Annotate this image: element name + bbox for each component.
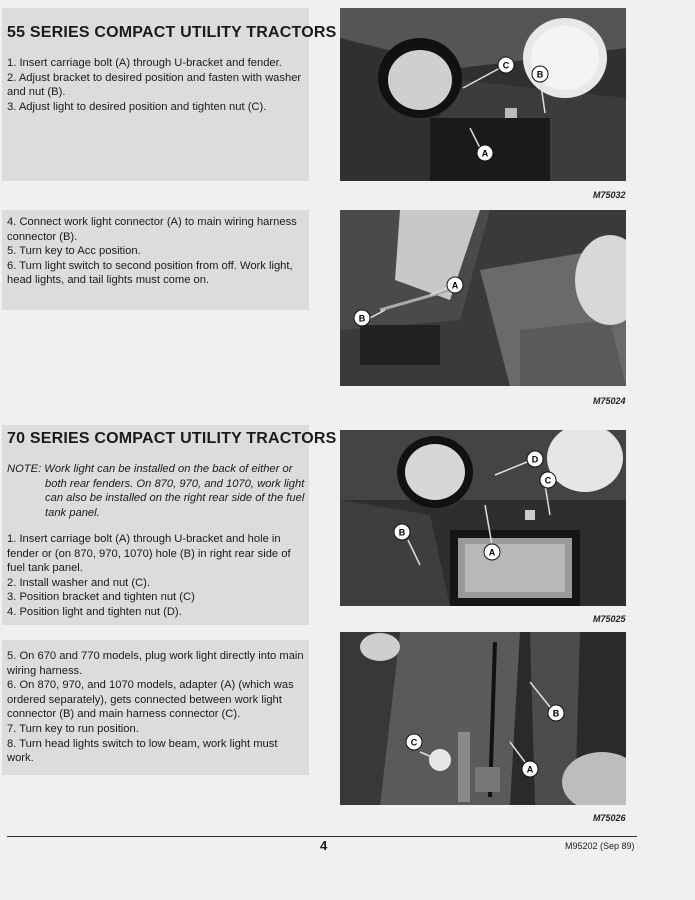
document-reference: M95202 (Sep 89) [565,841,635,851]
instruction-step: 1. Insert carriage bolt (A) through U-bracket and hole in fender or (on 870, 970, 1070) hole (B) in right rear side of fuel tank panel. [7,533,291,575]
section-heading-55-series: 55 SERIES COMPACT UTILITY TRACTORS [7,24,337,41]
note-body: both rear fenders. On 870, 970, and 1070, work light can also be installed on the right rear side of the fuel tank panel. [45,477,305,519]
instruction-step: 4. Connect work light connector (A) to main wiring harness connector (B). [7,216,297,243]
instruction-step: 8. Turn head lights switch to low beam, work light must work. [7,737,278,765]
figure-id: M75026 [593,813,626,823]
photo-wiring-70 [340,632,626,805]
page-number: 4 [320,838,328,853]
photo-illustration [340,210,626,386]
figure-id: M75024 [593,396,626,406]
instruction-step: 7. Turn key to run position. [7,722,139,735]
instruction-step: 2. Install washer and nut (C). [7,576,151,589]
photo-illustration [340,8,626,181]
photo-work-light-mount-70 [340,430,626,606]
photo-illustration [340,430,626,606]
callout-label: A [451,280,459,291]
instruction-list-55-a [7,56,305,114]
photo-illustration [340,632,626,805]
callout-label: A [526,764,534,775]
callout-label: C [502,60,510,71]
callout-label: A [488,547,496,558]
instruction-step: 5. Turn key to Acc position. [7,245,141,258]
callout-label: B [536,69,544,80]
note-lead: NOTE: Work light can be installed on the back of either or [7,463,293,475]
instruction-step: 2. Adjust bracket to desired position and fasten with washer and nut (B). [7,71,302,99]
instruction-step: 6. Turn light switch to second position from off. Work light, head lights, and tail lights must come on. [7,259,293,287]
photo-connector-55 [340,210,626,386]
installation-note [7,462,317,520]
callout-label: C [544,475,552,486]
figure-id: M75025 [593,614,626,624]
section-heading-70-series: 70 SERIES COMPACT UTILITY TRACTORS [7,430,337,447]
instruction-list-70-a [7,532,307,620]
instruction-step: 6. On 870, 970, and 1070 models, adapter (A) (which was ordered separately), gets connected between work light connector (B) and main harness connector (C). [7,679,294,721]
callout-label: B [398,527,406,538]
instruction-list-55-b [7,215,297,288]
callout-label: B [552,708,560,719]
instruction-step: 3. Adjust light to desired position and tighten nut (C). [7,100,267,113]
callout-label: C [410,737,418,748]
instruction-list-70-b [7,649,307,766]
instruction-step: 4. Position light and tighten nut (D). [7,605,182,618]
instruction-step: 3. Position bracket and tighten nut (C) [7,591,195,604]
instruction-step: 1. Insert carriage bolt (A) through U-bracket and fender. [7,57,282,69]
callout-label: B [358,313,366,324]
callout-label: D [531,454,539,465]
figure-id: M75032 [593,190,626,200]
instruction-step: 5. On 670 and 770 models, plug work light directly into main wiring harness. [7,650,304,677]
footer-rule [7,836,637,837]
photo-work-light-mount-55 [340,8,626,181]
callout-label: A [481,148,489,159]
